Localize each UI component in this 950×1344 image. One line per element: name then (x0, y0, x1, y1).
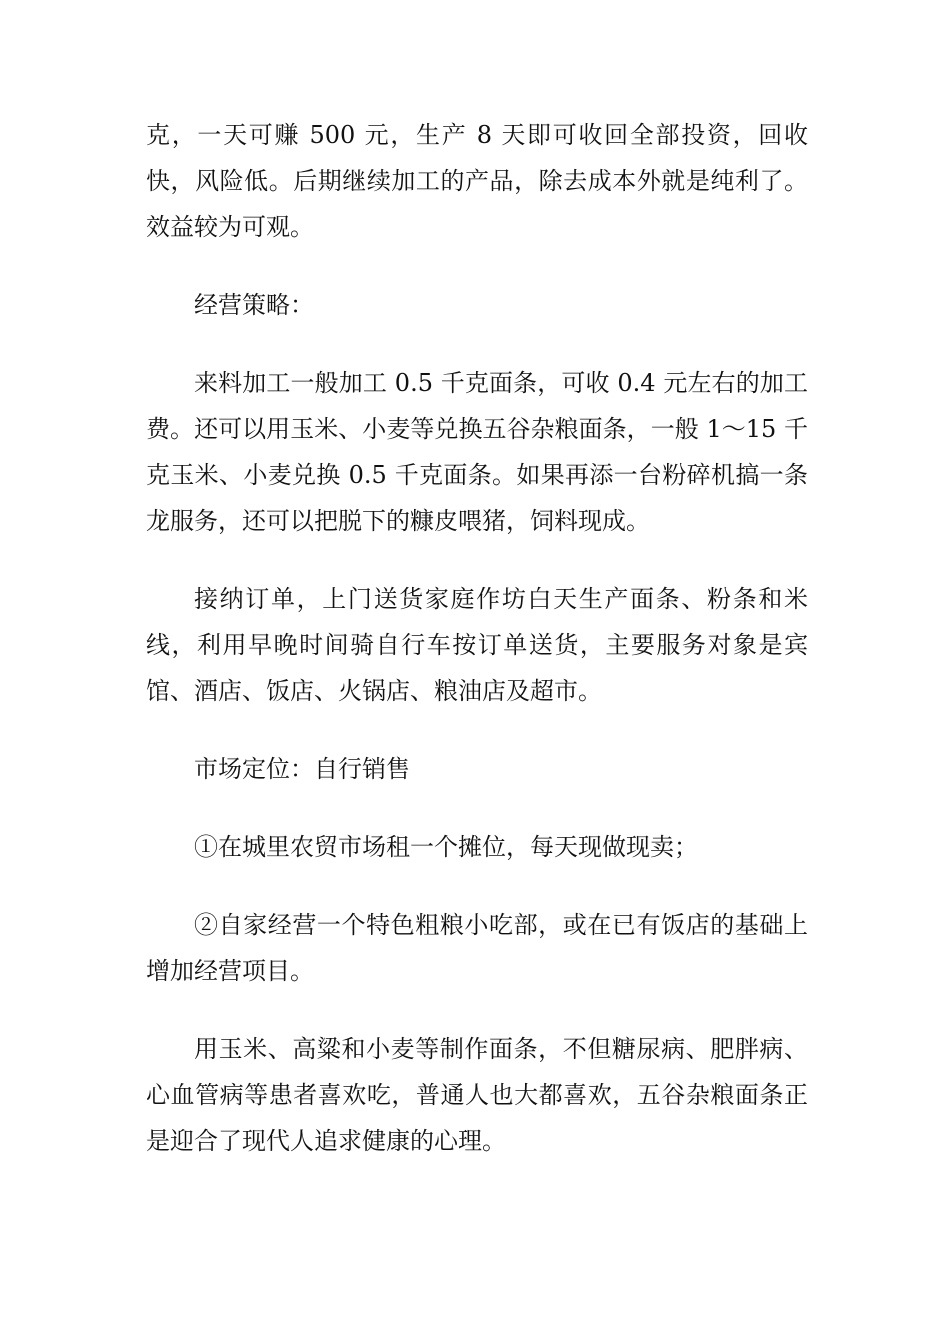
paragraph-orders-delivery: 接纳订单，上门送货家庭作坊白天生产面条、粉条和米线，利用早晚时间骑自行车按订单送货，主要服务对象是宾馆、酒店、饭店、火锅店、粮油店及超市。 (146, 585, 808, 705)
paragraph-processing: 来料加工一般加工 0.5 千克面条，可收 0.4 元左右的加工费。还可以用玉米、小麦等兑换五谷杂粮面条，一般 1～15 千克玉米、小麦兑换 0.5 千克面条。如果再添一台粉碎机搞一条龙服务，还可以把脱下的糠皮喂猪，饲料现成。 (146, 369, 808, 535)
paragraph-market-positioning-heading: 市场定位：自行销售 (194, 755, 410, 783)
paragraph-continuation: 克，一天可赚 500 元，生产 8 天即可收回全部投资，回收快，风险低。后期继续加工的产品，除去成本外就是纯利了。效益较为可观。 (146, 121, 808, 241)
paragraph-health-appeal: 用玉米、高粱和小麦等制作面条，不但糖尿病、肥胖病、心血管病等患者喜欢吃，普通人也大都喜欢，五谷杂粮面条正是迎合了现代人追求健康的心理。 (146, 1035, 808, 1155)
document-body (146, 112, 808, 1196)
paragraph-market-item-2: ②自家经营一个特色粗粮小吃部，或在已有饭店的基础上增加经营项目。 (146, 911, 808, 985)
paragraph-business-strategy-heading: 经营策略： (194, 291, 314, 319)
paragraph-market-item-1: ①在城里农贸市场租一个摊位，每天现做现卖； (194, 833, 698, 861)
